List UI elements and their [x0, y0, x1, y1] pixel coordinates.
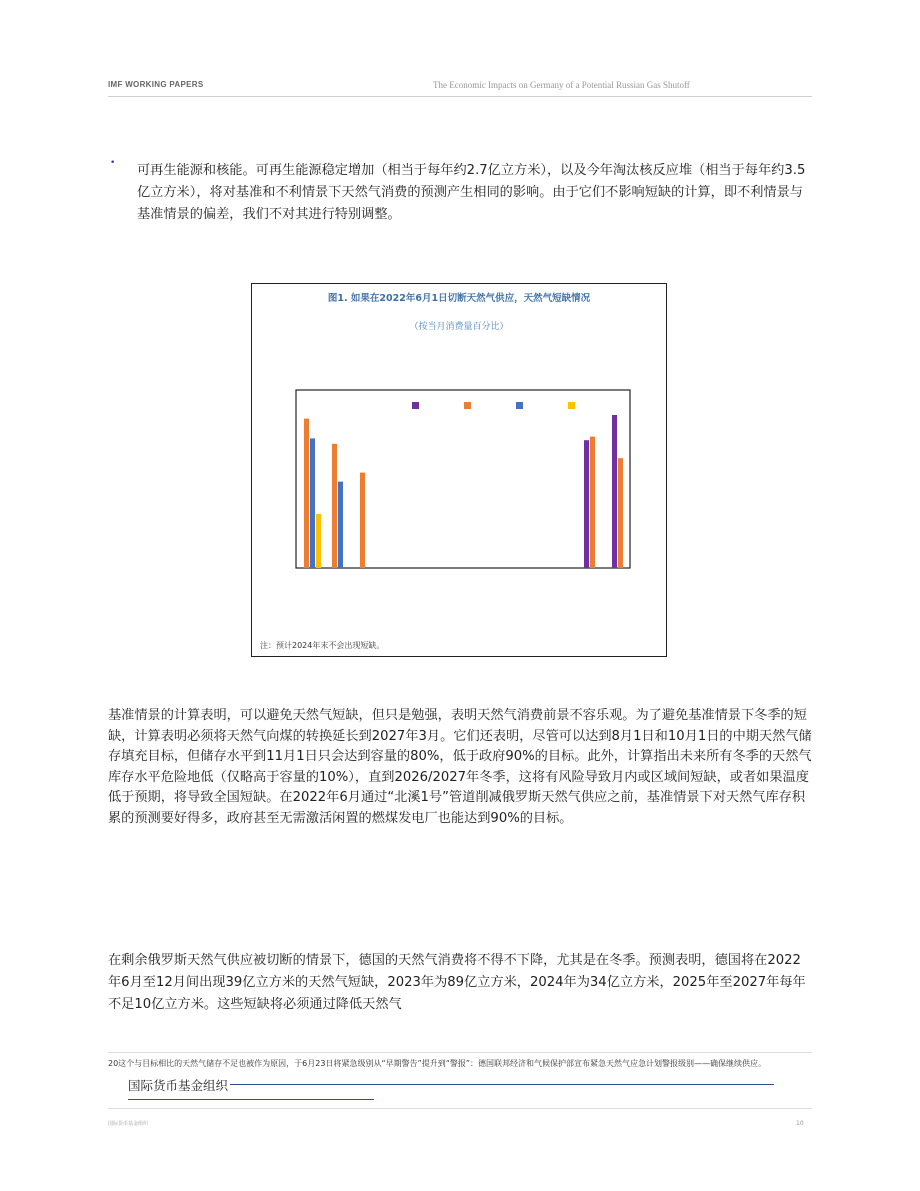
bar-slot10-series1 — [590, 437, 595, 568]
bar-slot11-series0 — [612, 415, 617, 568]
page-number: 10 — [796, 1120, 804, 1127]
footnote-rule — [108, 1052, 812, 1053]
bar-slot0-series1 — [304, 419, 309, 568]
footnote: 20这个与目标相比的天然气储存不足也被作为原因，于6月23日将紧急级别从“早期警告”提升到“警报”：德国联邦经济和气候保护部宣布紧急天然气应急计划警报级别——确保继续供应。 — [108, 1059, 767, 1068]
legend-swatch-0 — [412, 402, 419, 409]
legend-swatch-2 — [516, 402, 523, 409]
chart — [294, 388, 634, 572]
legend-swatch-3 — [568, 402, 575, 409]
paragraph-baseline: 基准情景的计算表明，可以避免天然气短缺，但只是勉强，表明天然气消费前景不容乐观。为了避免基准情景下冬季的短缺，计算表明必须将天然气向煤的转换延长到2027年3月。它们还表明，尽管可以达到8月1日和10月1日的中期天然气储存填充目标，但储存水平到11月1日只会达到容量的80%，低于政府90%的目标。此外，计算指出未来所有冬季的天然气库存水平危险地低（仅略高于容量的10%），直到2026/2027年冬季，这将有风险导致月内或区域间短缺，或者如果温度低于预期，将导致全国短缺。在2022年6月通过“北溪1号”管道削减俄罗斯天然气供应之前，基准情景下对天然气库存积累的预测要好得多，政府甚至无需激活闲置的燃煤发电厂也能达到90%的目标。 — [108, 708, 812, 826]
header-right: The Economic Impacts on Germany of a Potential Russian Gas Shutoff — [433, 80, 690, 90]
paragraph-shutoff: 在剩余俄罗斯天然气供应被切断的情景下，德国的天然气消费将不得不下降，尤其是在冬季。预测表明，德国将在2022年6月至12月间出现39亿立方米的天然气短缺，2023年为89亿立方米，2024年为34亿立方米，2025年至2027年每年不足10亿立方米。这些短缺将必须通过降低天然气 — [108, 953, 806, 1012]
bottom-rule — [108, 1108, 812, 1109]
imf-rule-short — [128, 1099, 374, 1100]
bar-slot10-series0 — [584, 440, 589, 568]
bar-slot0-series3 — [316, 514, 321, 568]
figure-note: 注：预计2024年末不会出现短缺。 — [260, 641, 385, 650]
bar-slot11-series1 — [618, 458, 623, 568]
footer-left: 国际货币基金组织 — [108, 1121, 149, 1127]
figure-subtitle: （按当月消费量百分比） — [409, 322, 509, 332]
imf-label: 国际货币基金组织 — [128, 1078, 229, 1093]
plot-frame — [296, 390, 630, 568]
legend-swatch-1 — [464, 402, 471, 409]
bar-slot1-series1 — [332, 444, 337, 568]
bar-slot2-series1 — [360, 473, 365, 568]
bar-slot1-series2 — [338, 482, 343, 568]
bullet-text: 可再生能源和核能。可再生能源稳定增加（相当于每年约2.7亿立方米），以及今年淘汰核反应堆（相当于每年约3.5亿立方米），将对基准和不利情景下天然气消费的预测产生相同的影响。由于它们不影响短缺的计算，即不利情景与基准情景的偏差，我们不对其进行特别调整。 — [137, 163, 806, 222]
figure-title: 图1. 如果在2022年6月1日切断天然气供应，天然气短缺情况 — [327, 293, 591, 304]
bar-slot0-series2 — [310, 438, 315, 568]
header-left: IMF WORKING PAPERS — [108, 80, 204, 89]
imf-rule-long — [230, 1084, 774, 1085]
bullet-marker: • — [110, 158, 116, 168]
header-rule — [108, 96, 812, 97]
